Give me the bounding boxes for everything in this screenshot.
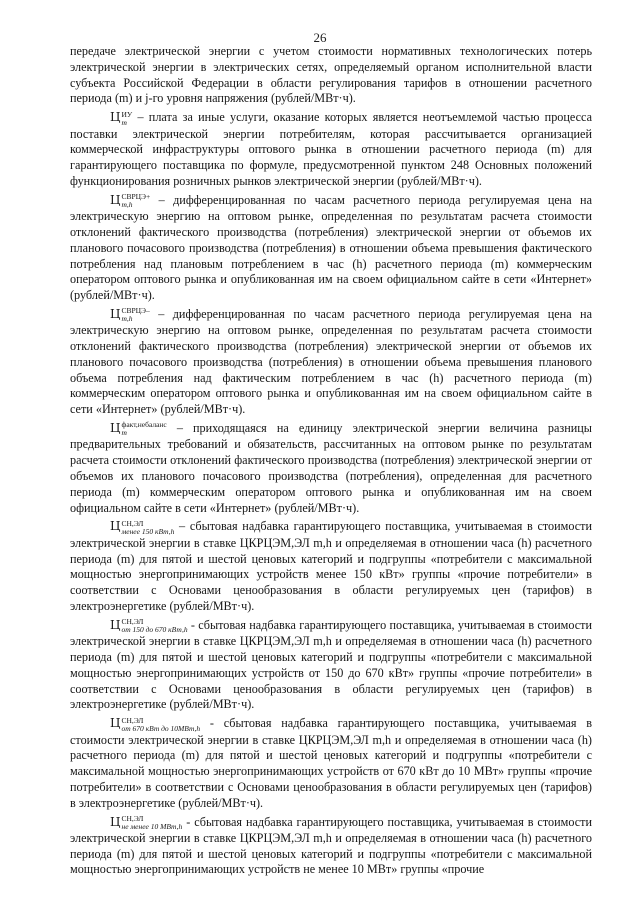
term-symbol: Ц (110, 716, 121, 731)
paragraph-text: - сбытовая надбавка гарантирующего поставщика, учитываемая в стоимости электрической энергии в ставке ЦКРЦЭМ,ЭЛ m,h и определяемая в отношении часа (h) расчетного периода (m) для пятой и шестой ценовых категорий и подгруппы «потребители с максимальной мощностью энергопринимающих устройств от 150 до 670 кВт» группы «прочие потребители» в соответствии с Основами ценообразования в области регулируемых цен (тарифов) в электроэнергетике (рублей/МВт·ч). (70, 617, 592, 712)
term-scripts (121, 618, 187, 634)
paragraph-text: - сбытовая надбавка гарантирующего поставщика, учитываемая в стоимости электрической энергии в ставке ЦКРЦЭМ,ЭЛ m,h и определяемая в отношении часа (h) расчетного периода (m) для пятой и шестой ценовых категорий и подгруппы «потребители с максимальной мощностью энергопринимающих устройств от 670 кВт до 10 МВт» группы «прочие потребители» в соответствии с Основами ценообразования в области регулируемых цен (тарифов) в электроэнергетике (рублей/МВт·ч). (70, 716, 592, 810)
formula-term (110, 617, 188, 635)
term-scripts (121, 193, 150, 209)
paragraph-text: передаче электрической энергии с учетом стоимости нормативных технологических потерь электрической энергии в электрических сетях, определяемый органом исполнительной власти субъекта Российской Федерации в области регулирования тарифов в отношении расчетного периода (m) и j-го уровня напряжения (рублей/МВт·ч). (70, 44, 592, 106)
term-superscript: факт,небаланс (121, 420, 167, 430)
formula-term (110, 192, 151, 210)
term-superscript: СВРЦЭ+ (121, 192, 151, 202)
term-subscript: от 670 кВт до 10МВт,h (121, 723, 201, 733)
term-scripts (121, 111, 132, 127)
term-scripts (121, 307, 149, 323)
formula-term (110, 518, 175, 536)
term-symbol: Ц (110, 110, 121, 125)
term-superscript: СН,ЭЛ (121, 715, 144, 725)
formula-term (110, 109, 133, 127)
term-scripts (121, 421, 166, 437)
paragraph (70, 421, 592, 516)
formula-term (110, 815, 182, 829)
formula-term (110, 715, 201, 733)
term-symbol: Ц (110, 519, 121, 534)
term-superscript: СН,ЭЛ (121, 813, 144, 823)
body-text (70, 44, 592, 878)
term-subscript: m,h (121, 200, 133, 210)
paragraph-text: - сбытовая надбавка гарантирующего поставщика, учитываемая в стоимости электрической энергии в ставке ЦКРЦЭМ,ЭЛ m,h и определяемая в отношении часа (h) расчетного периода (m) для пятой и шестой ценовых категорий и подгруппы «потребители с максимальной мощностью энергопринимающих устройств не менее 10 МВт» группы «прочие (70, 814, 592, 877)
term-subscript: m (121, 117, 127, 127)
paragraph (70, 716, 592, 811)
term-scripts (121, 815, 182, 831)
paragraph (70, 110, 592, 190)
term-subscript: m (121, 428, 127, 438)
term-symbol: Ц (110, 192, 121, 207)
paragraph-text: – дифференцированная по часам расчетного периода регулируемая цена на электрическую энергию на оптовом рынке, определенная по результатам расчета стоимости отклонений фактического производства (потребления) электрической энергии от объемов их планового почасового производства (потребления) в отношении объема превышения фактического потребления над плановым потреблением в час (h) расчетного периода (m) коммерческим оператором оптового рынка и опубликованная им на своем официальном сайте в сети «Интернет» (рублей/МВт·ч). (70, 192, 592, 303)
term-subscript: не менее 10 МВт,h (121, 821, 183, 831)
term-symbol: Ц (110, 617, 121, 632)
paragraph (70, 815, 592, 879)
term-symbol: Ц (110, 814, 121, 829)
paragraph-text: – дифференцированная по часам расчетного периода регулируемая цена на электрическую энергию на оптовом рынке, определенная по результатам расчета стоимости отклонений фактического производства (потребления) электрической энергии от объемов их планового почасового производства (потребления) в отношении объема превышения планового объема потребления над фактическим потреблением в час (h) расчетного периода (m) коммерческим оператором оптового рынка и опубликованная им на своем официальном сайте в сети «Интернет» (рублей/МВт·ч). (70, 306, 592, 417)
formula-term (110, 306, 150, 324)
term-symbol: Ц (110, 306, 121, 321)
term-superscript: СН,ЭЛ (121, 617, 144, 627)
term-superscript: СВРЦЭ– (121, 306, 150, 316)
term-scripts (121, 520, 174, 536)
paragraph (70, 519, 592, 614)
term-superscript: СН,ЭЛ (121, 518, 144, 528)
paragraph (70, 307, 592, 418)
term-scripts (121, 717, 200, 733)
paragraph (70, 44, 592, 107)
paragraph (70, 193, 592, 304)
paragraph-text: – приходящаяся на единицу электрической энергии величина разницы предварительных требований и обязательств, рассчитанных на оптовом рынке по результатам расчета стоимости отклонений фактического производства (потребления) электрической энергии от объемов их планового почасового производства (потребления), определенная для расчетного периода (m) коммерческим оператором оптового рынка и опубликованная им на своем официальном сайте в сети «Интернет» (рублей/МВт·ч). (70, 421, 592, 515)
paragraph-text: – сбытовая надбавка гарантирующего поставщика, учитываемая в стоимости электрической энергии в ставке ЦКРЦЭМ,ЭЛ m,h и определяемая в отношении часа (h) расчетного периода (m) для пятой и шестой ценовых категорий и подгруппы «потребители с максимальной мощностью энергопринимающих устройств менее 150 кВт» группы «прочие потребители» в соответствии с Основами ценообразования в области регулируемых цен (тарифов) в электроэнергетике (рублей/МВт·ч). (70, 519, 592, 613)
term-superscript: ИУ (121, 109, 133, 119)
term-subscript: от 150 до 670 кВт,h (121, 625, 188, 635)
term-subscript: менее 150 кВт,h (121, 526, 175, 536)
page-number: 26 (313, 30, 327, 45)
paragraph-text: – плата за иные услуги, оказание которых является неотъемлемой частью процесса поставки электрической энергии потребителям, которая рассчитывается организацией коммерческой инфраструктуры оптового рынка в отношении расчетного периода (m) для гарантирующего поставщика по формуле, предусмотренной пунктом 248 Основных положений функционирования розничных рынков электрической энергии (рублей/МВт·ч). (70, 110, 592, 188)
term-symbol: Ц (110, 421, 121, 436)
formula-term (110, 420, 167, 438)
paragraph (70, 618, 592, 713)
term-subscript: m,h (121, 314, 133, 324)
